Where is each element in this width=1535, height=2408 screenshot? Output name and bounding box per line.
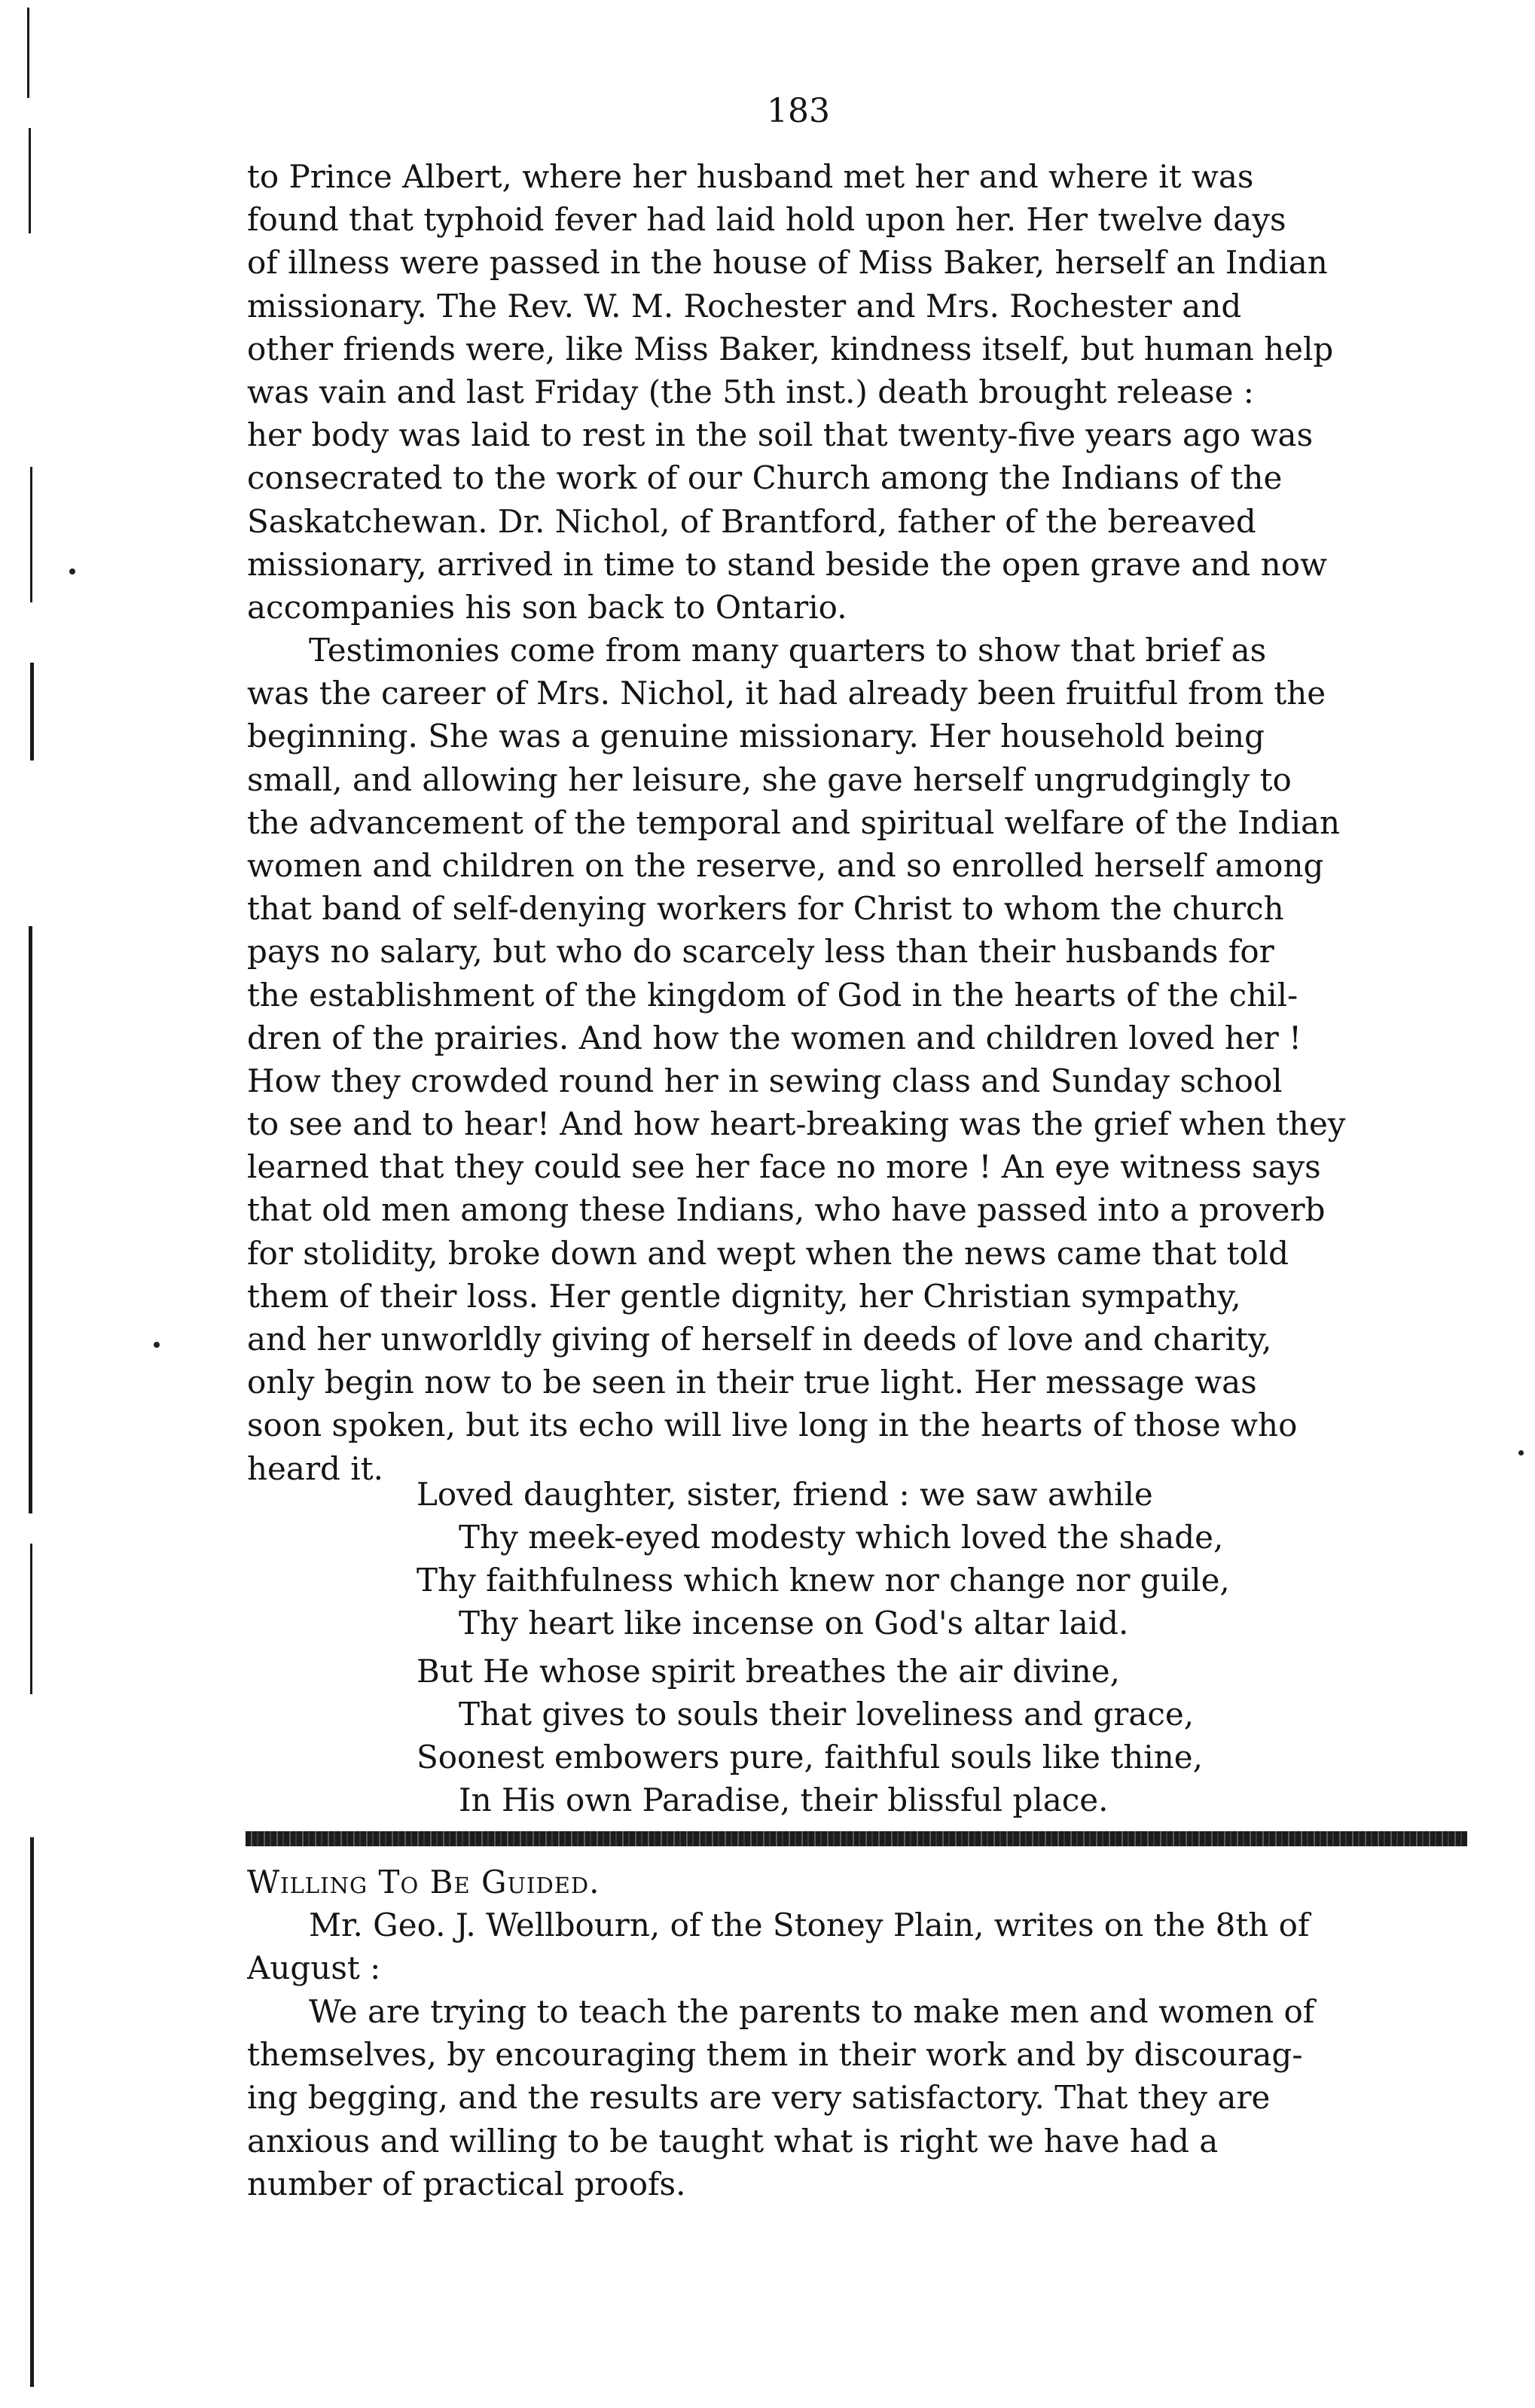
poem-line: Thy heart like incense on God's altar laid. xyxy=(459,1605,1129,1641)
scan-edge-mark xyxy=(30,1837,34,2387)
poem-line: Thy meek-eyed modesty which loved the shade, xyxy=(459,1519,1224,1556)
scan-speck xyxy=(154,1342,160,1348)
scan-speck xyxy=(1518,1450,1524,1455)
text-line: heard it. xyxy=(247,1449,383,1487)
poem-stanza xyxy=(417,1650,1471,1821)
text-line: dren of the prairies. And how the women and children loved her ! xyxy=(247,1019,1302,1056)
text-line: the establishment of the kingdom of God in the hearts of the chil- xyxy=(247,976,1298,1013)
section-divider xyxy=(246,1831,1467,1846)
text-line: ing begging, and the results are very satisfactory. That they are xyxy=(247,2079,1271,2117)
text-line: themselves, by encouraging them in their work and by discourag- xyxy=(247,2036,1303,2074)
text-line: only begin now to be seen in their true light. Her message was xyxy=(247,1364,1257,1401)
text-line: to see and to hear! And how heart-breaking was the grief when they xyxy=(247,1105,1346,1143)
poem-line: That gives to souls their loveliness and grace, xyxy=(459,1696,1195,1733)
page-number: 183 xyxy=(767,92,830,130)
poem-line: But He whose spirit breathes the air divine, xyxy=(417,1653,1120,1690)
text-line: soon spoken, but its echo will live long in the hearts of those who xyxy=(247,1407,1298,1444)
scan-edge-mark xyxy=(29,128,31,233)
text-line: that old men among these Indians, who have passed into a proverb xyxy=(247,1191,1326,1229)
text-line: pays no salary, but who do scarcely less than their husbands for xyxy=(247,933,1274,971)
text-line: consecrated to the work of our Church among the Indians of the xyxy=(247,459,1283,497)
text-line: them of their loss. Her gentle dignity, her Christian sympathy, xyxy=(247,1277,1241,1315)
text-line: missionary, arrived in time to stand beside the open grave and now xyxy=(247,545,1327,583)
section-heading-text: Willing To Be Guided. xyxy=(247,1864,600,1900)
text-line: Testimonies come from many quarters to show that brief as xyxy=(309,632,1267,669)
text-line: women and children on the reserve, and so enrolled herself among xyxy=(247,846,1324,884)
paragraph-continued xyxy=(247,155,1467,629)
paragraph-letter xyxy=(247,1990,1467,2205)
scan-edge-mark xyxy=(27,8,29,98)
scan-edge-mark xyxy=(30,663,34,761)
text-line: the advancement of the temporal and spiritual welfare of the Indian xyxy=(247,803,1341,841)
poem-line: Soonest embowers pure, faithful souls like thine, xyxy=(417,1739,1203,1776)
poem-line: Loved daughter, sister, friend : we saw awhile xyxy=(417,1476,1153,1513)
text-line: and her unworldly giving of herself in deeds of love and charity, xyxy=(247,1321,1272,1358)
section-heading xyxy=(247,1860,600,1905)
text-line: missionary. The Rev. W. M. Rochester and Mrs. Rochester and xyxy=(247,287,1242,325)
text-line: beginning. She was a genuine missionary. Her household being xyxy=(247,718,1265,755)
text-line: accompanies his son back to Ontario. xyxy=(247,588,847,626)
poem-stanza xyxy=(417,1473,1471,1644)
text-line: We are trying to teach the parents to make men and women of xyxy=(309,1993,1315,2030)
text-line: other friends were, like Miss Baker, kindness itself, but human help xyxy=(247,330,1334,367)
poem-line: Thy faithfulness which knew nor change nor guile, xyxy=(417,1562,1230,1599)
scan-edge-mark xyxy=(30,467,32,602)
scan-edge-mark xyxy=(29,926,32,1513)
text-line: anxious and willing to be taught what is right we have had a xyxy=(247,2122,1219,2160)
text-line: her body was laid to rest in the soil that twenty-five years ago was xyxy=(247,416,1314,454)
text-line: found that typhoid fever had laid hold upon her. Her twelve days xyxy=(247,201,1286,239)
text-line: Saskatchewan. Dr. Nichol, of Brantford, father of the bereaved xyxy=(247,502,1256,540)
text-line: to Prince Albert, where her husband met her and where it was xyxy=(247,158,1254,195)
paragraph-intro xyxy=(247,1904,1467,1989)
text-line: number of practical proofs. xyxy=(247,2165,686,2202)
text-line: for stolidity, broke down and wept when the news came that told xyxy=(247,1234,1289,1272)
poem-line: In His own Paradise, their blissful place. xyxy=(459,1782,1109,1818)
text-line: Mr. Geo. J. Wellbourn, of the Stoney Plain, writes on the 8th of xyxy=(309,1907,1310,1943)
scan-speck xyxy=(69,568,75,575)
text-line: that band of self-denying workers for Christ to whom the church xyxy=(247,890,1284,928)
scan-edge-mark xyxy=(30,1544,32,1694)
text-line: of illness were passed in the house of Miss Baker, herself an Indian xyxy=(247,244,1328,282)
paragraph-testimonies xyxy=(247,629,1467,1490)
text-line: learned that they could see her face no more ! An eye witness says xyxy=(247,1148,1321,1186)
text-line: was the career of Mrs. Nichol, it had already been fruitful from the xyxy=(247,675,1326,712)
text-line: August : xyxy=(247,1949,381,1987)
text-line: How they crowded round her in sewing class and Sunday school xyxy=(247,1062,1283,1099)
text-line: small, and allowing her leisure, she gave herself ungrudgingly to xyxy=(247,761,1292,798)
text-line: was vain and last Friday (the 5th inst.) death brought release : xyxy=(247,373,1254,410)
